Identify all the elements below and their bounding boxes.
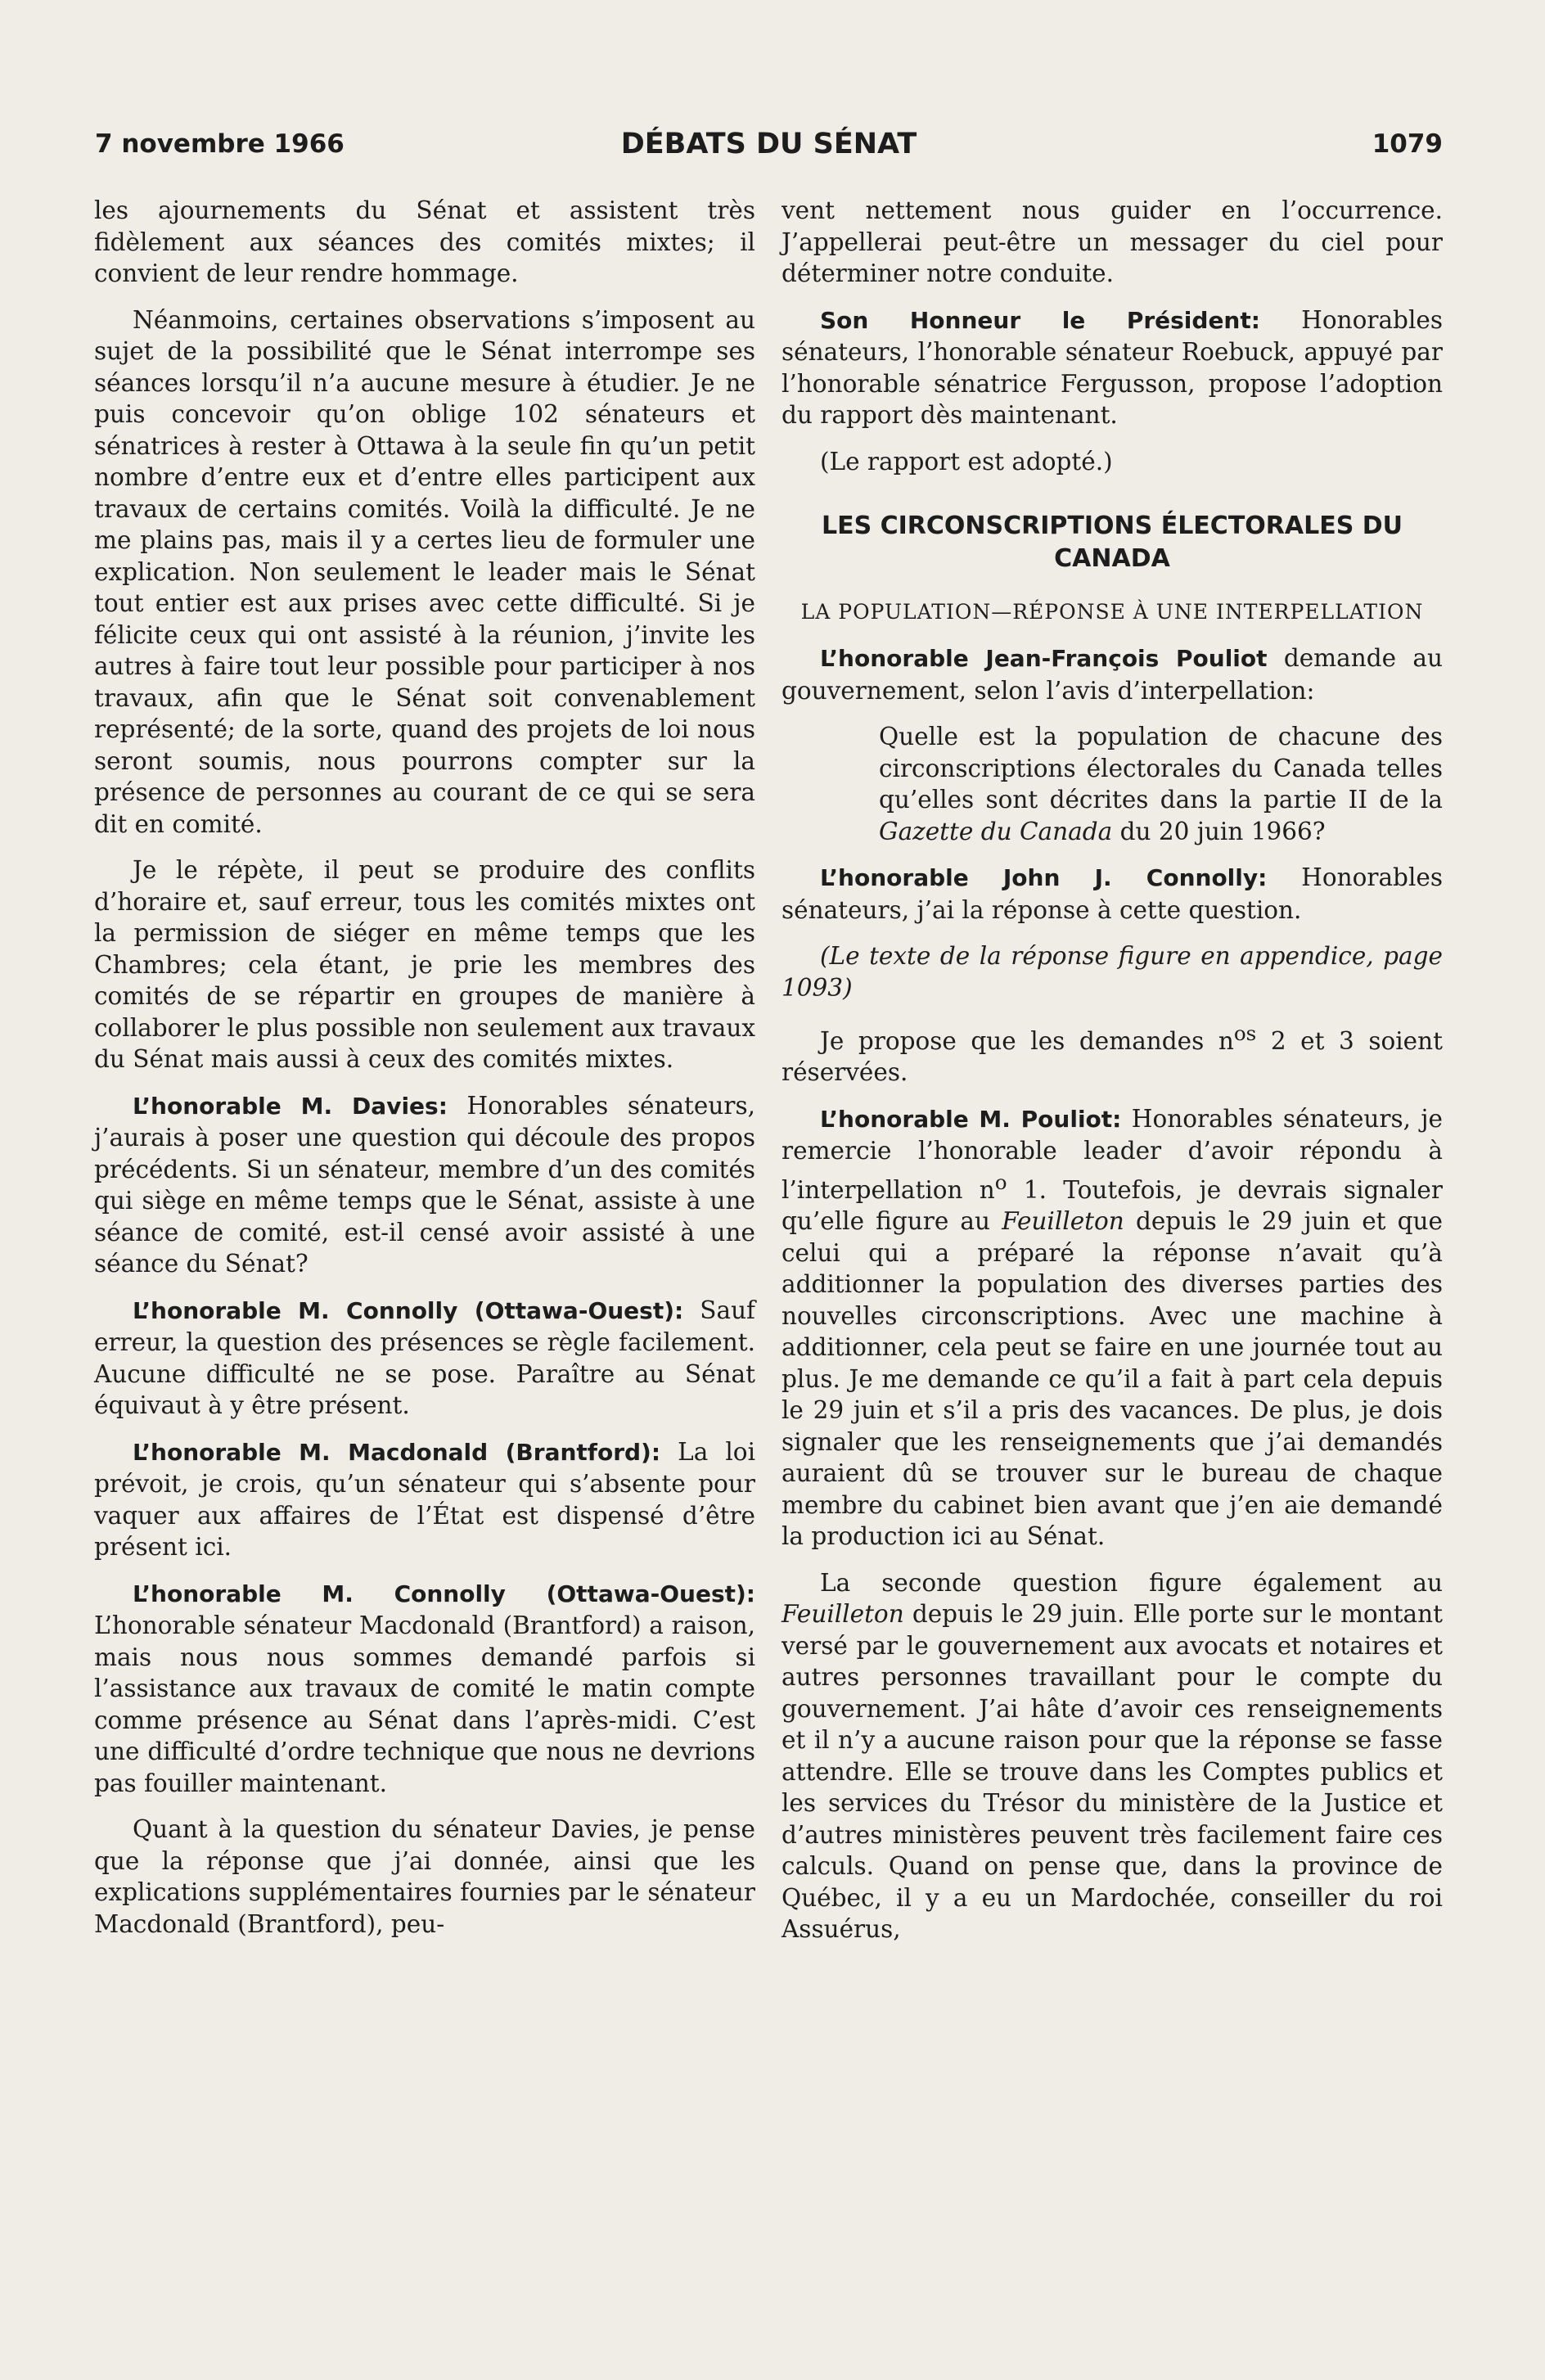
paragraph: Je le répète, il peut se produire des conflits d’horaire et, sauf erreur, tous les comités mixtes ont la permission de siéger en même temps que les Chambres; cela étant, je prie les membres des comités de se répartir en groupes de manière à collaborer le plus possible non seulement aux travaux du Sénat mais aussi à ceux des comités mixtes. <box>94 856 755 1073</box>
text: La seconde question figure également au <box>820 1568 1443 1597</box>
paragraph: vent nettement nous guider en l’occurrence. J’appellerai peut-être un messager du ciel pour déterminer notre conduite. <box>782 196 1443 287</box>
speaker-name: L’honorable M. Connolly (Ottawa-Ouest): <box>133 1580 755 1607</box>
quote-text: du 20 juin 1966? <box>1119 817 1326 845</box>
speaker-name: L’honorable M. Pouliot: <box>820 1105 1122 1133</box>
superscript: os <box>1233 1021 1257 1045</box>
italic-text: Feuilleton <box>782 1600 904 1629</box>
speech-text: depuis le 29 juin et que celui qui a préparé la réponse n’avait qu’à additionner la population des diverses parties des nouvelles circonscriptions. Avec une machine à additionner, cela peut se faire en une journée tout au plus. Je me demande ce qu’il a fait à part cela depuis le 29 juin et s’il a pris des vacances. De plus, je dois signaler que les renseignements que j’ai demandés auraient dû se trouver sur le bureau de chaque membre du cabinet bien avant que j’en aie demandé la production ici au Sénat. <box>782 1207 1443 1551</box>
speaker-name: L’honorable John J. Connolly: <box>820 864 1268 891</box>
speech-text: L’honorable sénateur Macdonald (Brantford) a raison, mais nous nous sommes demandé parfois si l’assistance aux travaux de comité le matin compte comme présence au Sénat dans l’après-midi. C’est une difficulté d’ordre technique que nous ne devrions pas fouiller maintenant. <box>94 1611 755 1797</box>
speech-connolly <box>94 1578 755 1800</box>
speech-text: Sauf erreur, la question des présences se règle facilement. Aucune difficulté ne se pose. Paraître au Sénat équivaut à y être présent. <box>94 1296 755 1419</box>
speech-davies <box>94 1090 755 1280</box>
paragraph: les ajournements du Sénat et assistent très fidèlement aux séances des comités mixtes; il convient de leur rendre hommage. <box>94 196 755 287</box>
question-quote <box>879 721 1443 847</box>
paragraph <box>782 1018 1443 1089</box>
quote-text: Quelle est la population de chacune des circonscriptions électorales du Canada telles qu’elles sont décrites dans la partie II de la <box>879 723 1443 814</box>
paragraph: Quant à la question du sénateur Davies, je pense que la réponse que j’ai donnée, ainsi que les explications supplémentaires fournies par le sénateur Macdonald (Brantford), peu- <box>94 1815 755 1938</box>
section-title: LES CIRCONSCRIPTIONS ÉLECTORALES DU CANADA <box>821 512 1403 573</box>
appendix-note: (Le texte de la réponse figure en appendice, page 1093) <box>782 942 1443 1002</box>
speech-macdonald <box>94 1436 755 1563</box>
speech-text: Honorables sénateurs, j’aurais à poser une question qui découle des propos précédents. Si un sénateur, membre d’un des comités qui siège en même temps que le Sénat, assiste à une séance de comité, est-il censé avoir assisté à une séance du Sénat? <box>94 1091 755 1278</box>
speech-text: demande au gouvernement, selon l’avis d’interpellation: <box>782 644 1443 705</box>
speaker-name: L’honorable Jean-François Pouliot <box>820 645 1268 672</box>
speaker-name: L’honorable M. Macdonald (Brantford): <box>133 1438 661 1466</box>
page-header <box>95 123 1443 167</box>
left-column <box>94 195 755 1954</box>
speech-pouliot <box>782 642 1443 706</box>
superscript: o <box>994 1170 1007 1194</box>
speaker-name: Son Honneur le Président: <box>820 306 1260 334</box>
speaker-name: L’honorable M. Davies: <box>133 1092 448 1120</box>
header-date: 7 novembre 1966 <box>95 129 345 159</box>
speech-text: La loi prévoit, je crois, qu’un sénateur qui s’absente pour vaquer aux affaires de l’État est dispensé d’être présent ici. <box>94 1437 755 1561</box>
speech-text: 1. Toutefois, je devrais signaler qu’elle figure au <box>782 1175 1443 1236</box>
speech-text: Honorables sénateurs, j’ai la réponse à cette question. <box>782 863 1443 924</box>
speech-pouliot <box>782 1103 1443 1553</box>
speech-president <box>782 304 1443 431</box>
speech-text: Honorables sénateurs, je remercie l’honorable leader d’avoir répondu à l’interpellation n <box>782 1104 1443 1204</box>
speech-connolly <box>782 862 1443 926</box>
text: depuis le 29 juin. Elle porte sur le montant versé par le gouvernement aux avocats et notaires et autres personnes travaillant pour le compte du gouvernement. J’ai hâte d’avoir ces renseignements et il n’y a aucune raison pour que la réponse se fasse attendre. Elle se trouve dans les Comptes publics et les services du Trésor du ministère de la Justice et d’autres ministères peuvent très facilement faire ces calculs. Quand on pense que, dans la province de Québec, il y a eu un Mardochée, conseiller du roi Assuérus, <box>782 1600 1443 1944</box>
speech-text: Honorables sénateurs, l’honorable sénateur Roebuck, appuyé par l’honorable sénatrice Fergusson, propose l’adoption du rapport dès maintenant. <box>782 305 1443 429</box>
quote-italic: Gazette du Canada <box>879 817 1113 845</box>
right-column <box>782 195 1443 1960</box>
paragraph: Néanmoins, certaines observations s’imposent au sujet de la possibilité que le Sénat interrompe ses séances lorsqu’il n’a aucune mesure à étudier. Je ne puis concevoir qu’on oblige 102 sénateurs et sénatrices à rester à Ottawa à la seule fin qu’un petit nombre d’entre eux et d’entre elles participent aux travaux de certains comités. Voilà la difficulté. Je ne me plains pas, mais il y a certes lieu de formuler une explication. Non seulement le leader mais le Sénat tout entier est aux prises avec cette difficulté. Si je félicite ceux qui ont assisté à la réunion, j’invite les autres à faire tout leur possible pour participer à nos travaux, afin que le Sénat soit convenablement représenté; de la sorte, quand des projets de loi nous seront soumis, nous pourrons compter sur la présence de personnes au courant de ce qui se sera dit en comité. <box>94 305 755 838</box>
paragraph <box>782 1567 1443 1945</box>
text: Je propose que les demandes n <box>820 1026 1234 1055</box>
text: 2 et 3 soient réservées. <box>782 1026 1443 1087</box>
paragraph: (Le rapport est adopté.) <box>820 447 1113 476</box>
header-title: DÉBATS DU SÉNAT <box>620 128 917 160</box>
header-page-number: 1079 <box>1372 129 1443 159</box>
speech-connolly <box>94 1295 755 1422</box>
section-subtitle: LA POPULATION—RÉPONSE À UNE INTERPELLATION <box>800 600 1424 624</box>
italic-text: Feuilleton <box>1002 1207 1124 1236</box>
speaker-name: L’honorable M. Connolly (Ottawa-Ouest): <box>133 1296 684 1324</box>
